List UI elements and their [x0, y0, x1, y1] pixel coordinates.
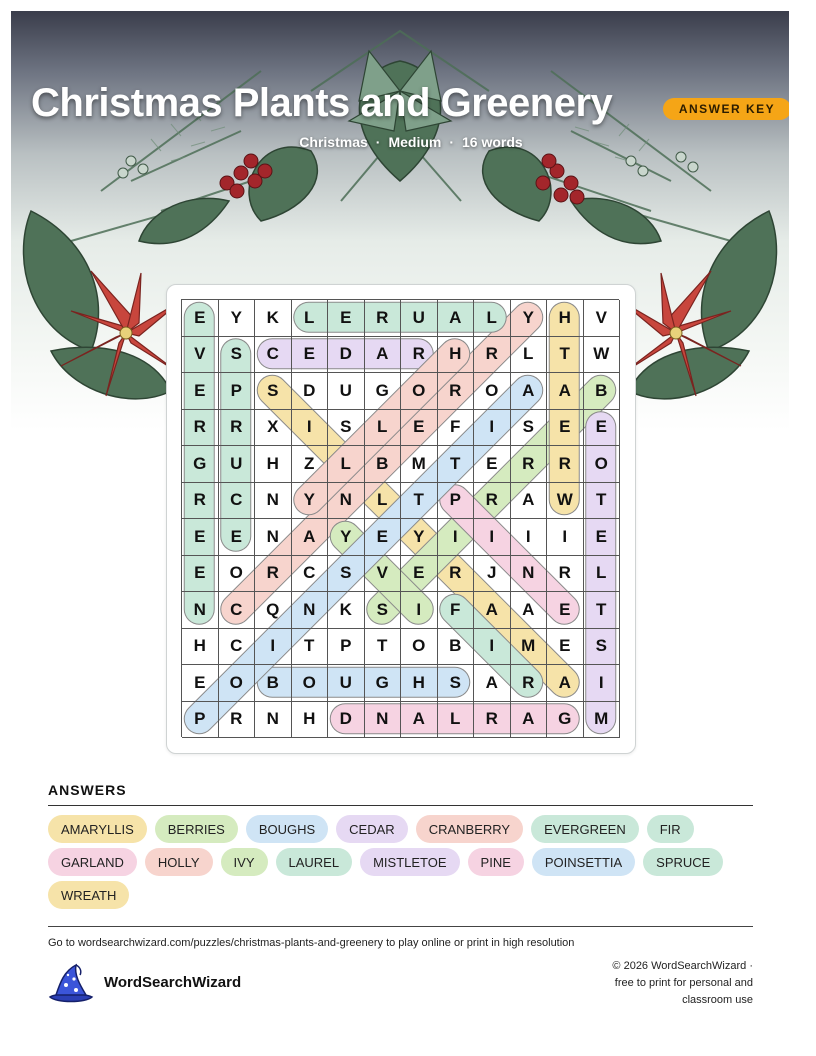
grid-cell: R [438, 556, 475, 593]
grid-cell: O [474, 373, 511, 410]
answer-chip: BOUGHS [246, 815, 328, 843]
grid-cell: I [474, 629, 511, 666]
grid-cell: U [328, 373, 365, 410]
grid-cell: A [292, 519, 329, 556]
grid-cell: H [255, 446, 292, 483]
grid-cell: E [182, 556, 219, 593]
grid-cell: G [547, 702, 584, 739]
grid-cell: A [547, 373, 584, 410]
grid-cell: O [401, 373, 438, 410]
grid-cell: E [328, 300, 365, 337]
grid-cell: S [219, 337, 256, 374]
grid-cell: G [182, 446, 219, 483]
grid-cell: V [584, 300, 621, 337]
grid-cell: L [511, 337, 548, 374]
grid-cell: R [255, 556, 292, 593]
grid-cell: A [547, 665, 584, 702]
grid-cell: N [255, 519, 292, 556]
grid-cell: N [182, 592, 219, 629]
copyright-line: free to print for personal and [614, 977, 753, 989]
grid-cell: E [219, 519, 256, 556]
grid-cell: L [365, 483, 402, 520]
grid-cell: B [365, 446, 402, 483]
grid-cell: H [547, 300, 584, 337]
grid-cell: R [182, 410, 219, 447]
word-count-label: 16 words [462, 134, 523, 150]
answer-chip: CRANBERRY [416, 815, 523, 843]
grid-cell: C [255, 337, 292, 374]
puzzle-grid-wrap [181, 299, 619, 737]
grid-cell: I [438, 519, 475, 556]
answer-chip: WREATH [48, 881, 129, 909]
grid-cell: E [474, 446, 511, 483]
grid-cell: M [511, 629, 548, 666]
grid-cell: P [219, 373, 256, 410]
grid-cell: N [328, 483, 365, 520]
grid-cell: E [365, 519, 402, 556]
grid-cell: N [365, 702, 402, 739]
grid-cell: S [328, 410, 365, 447]
grid-cell: Y [292, 483, 329, 520]
grid-cell: A [401, 702, 438, 739]
grid-cell: T [401, 483, 438, 520]
answer-chip: FIR [647, 815, 694, 843]
grid-cell: T [547, 337, 584, 374]
grid-cell: O [292, 665, 329, 702]
answers-heading: ANSWERS [48, 782, 127, 798]
grid-cell: Z [292, 446, 329, 483]
grid-cell: C [219, 592, 256, 629]
grid-cell: L [328, 446, 365, 483]
copyright-line: classroom use [682, 994, 753, 1006]
grid-cell: E [547, 410, 584, 447]
letter-grid [181, 299, 619, 737]
grid-cell: I [474, 410, 511, 447]
grid-cell: V [182, 337, 219, 374]
difficulty-label: Medium [388, 134, 442, 150]
puzzle-meta [11, 134, 789, 150]
grid-cell: A [511, 373, 548, 410]
grid-cell: B [438, 629, 475, 666]
answer-chip: BERRIES [155, 815, 238, 843]
grid-cell: E [182, 373, 219, 410]
grid-cell: L [474, 300, 511, 337]
meta-separator: · [375, 134, 381, 150]
grid-cell: X [255, 410, 292, 447]
grid-cell: Y [511, 300, 548, 337]
grid-cell: Y [401, 519, 438, 556]
copyright-line: © 2026 WordSearchWizard · [612, 960, 753, 972]
grid-cell: L [438, 702, 475, 739]
grid-cell: T [584, 483, 621, 520]
answer-chip: EVERGREEN [531, 815, 639, 843]
grid-cell: C [219, 629, 256, 666]
grid-cell: T [365, 629, 402, 666]
brand-name: WordSearchWizard [104, 974, 242, 991]
grid-cell: I [584, 665, 621, 702]
grid-cell: V [365, 556, 402, 593]
answer-chip: HOLLY [145, 848, 213, 876]
footer-divider [48, 926, 753, 927]
grid-cell: E [401, 556, 438, 593]
answer-list [48, 815, 753, 909]
grid-cell: H [401, 665, 438, 702]
answer-chip: GARLAND [48, 848, 137, 876]
grid-cell: C [219, 483, 256, 520]
grid-cell: D [328, 337, 365, 374]
grid-cell: R [438, 373, 475, 410]
grid-cell: F [438, 410, 475, 447]
grid-cell: Q [255, 592, 292, 629]
grid-cell: E [182, 519, 219, 556]
grid-cell: I [401, 592, 438, 629]
grid-cell: T [292, 629, 329, 666]
grid-cell: S [584, 629, 621, 666]
grid-cell: R [182, 483, 219, 520]
grid-cell: K [255, 300, 292, 337]
grid-cell: A [438, 300, 475, 337]
grid-cell: H [182, 629, 219, 666]
grid-cell: U [219, 446, 256, 483]
grid-cell: N [292, 592, 329, 629]
grid-cell: S [365, 592, 402, 629]
answer-chip: SPRUCE [643, 848, 723, 876]
grid-cell: D [328, 702, 365, 739]
grid-cell: P [328, 629, 365, 666]
grid-cell: E [401, 410, 438, 447]
grid-cell: N [255, 702, 292, 739]
grid-cell: R [511, 446, 548, 483]
page-title: Christmas Plants and Greenery [31, 81, 613, 125]
grid-cell: P [438, 483, 475, 520]
grid-cell: E [292, 337, 329, 374]
answer-chip: PINE [468, 848, 524, 876]
grid-cell: A [474, 592, 511, 629]
grid-cell: O [584, 446, 621, 483]
grid-cell: R [365, 300, 402, 337]
grid-cell: W [547, 483, 584, 520]
grid-cell: L [292, 300, 329, 337]
grid-cell: E [182, 665, 219, 702]
grid-cell: N [511, 556, 548, 593]
grid-cell: S [328, 556, 365, 593]
grid-cell: E [584, 410, 621, 447]
grid-cell: C [292, 556, 329, 593]
grid-cell: A [511, 483, 548, 520]
grid-cell: A [511, 592, 548, 629]
grid-cell: D [292, 373, 329, 410]
grid-cell: S [438, 665, 475, 702]
answer-chip: MISTLETOE [360, 848, 459, 876]
grid-cell: E [547, 592, 584, 629]
grid-cell: O [219, 556, 256, 593]
grid-cell: F [438, 592, 475, 629]
grid-cell: H [292, 702, 329, 739]
grid-cell: J [474, 556, 511, 593]
grid-cell: R [474, 702, 511, 739]
grid-cell: A [474, 665, 511, 702]
grid-cell: G [365, 373, 402, 410]
grid-cell: R [547, 446, 584, 483]
grid-cell: H [438, 337, 475, 374]
grid-cell: E [182, 300, 219, 337]
grid-cell: R [511, 665, 548, 702]
answers-divider [48, 805, 753, 806]
copyright-notice [553, 958, 753, 1009]
grid-cell: R [547, 556, 584, 593]
grid-cell: L [365, 410, 402, 447]
grid-cell: O [219, 665, 256, 702]
grid-cell: N [255, 483, 292, 520]
grid-cell: L [584, 556, 621, 593]
wizard-hat-icon [46, 963, 94, 1005]
grid-cell: O [401, 629, 438, 666]
grid-cell: M [401, 446, 438, 483]
grid-cell: Y [328, 519, 365, 556]
answer-chip: CEDAR [336, 815, 408, 843]
grid-cell: U [401, 300, 438, 337]
grid-cell: I [547, 519, 584, 556]
answer-key-badge: ANSWER KEY [663, 98, 789, 120]
grid-cell: S [511, 410, 548, 447]
grid-cell: K [328, 592, 365, 629]
grid-cell: E [584, 519, 621, 556]
grid-cell: T [584, 592, 621, 629]
grid-cell: R [474, 337, 511, 374]
grid-cell: U [328, 665, 365, 702]
grid-cell: B [584, 373, 621, 410]
grid-cell: G [365, 665, 402, 702]
grid-cell: M [584, 702, 621, 739]
grid-cell: I [292, 410, 329, 447]
grid-cell: R [474, 483, 511, 520]
grid-cell: E [547, 629, 584, 666]
grid-cell: I [511, 519, 548, 556]
grid-cell: R [401, 337, 438, 374]
meta-separator: · [449, 134, 454, 150]
grid-cell: A [511, 702, 548, 739]
grid-cell: B [255, 665, 292, 702]
grid-cell: A [365, 337, 402, 374]
grid-cell: P [182, 702, 219, 739]
grid-cell: R [219, 410, 256, 447]
grid-cell: R [219, 702, 256, 739]
grid-cell: T [438, 446, 475, 483]
grid-cell: I [474, 519, 511, 556]
footer-url-text: Go to wordsearchwizard.com/puzzles/christmas-plants-and-greenery to play online or print in high resolution [48, 937, 575, 949]
answer-chip: AMARYLLIS [48, 815, 147, 843]
answer-chip: IVY [221, 848, 268, 876]
answer-chip: LAUREL [276, 848, 353, 876]
answer-chip: POINSETTIA [532, 848, 635, 876]
theme-label: Christmas [299, 134, 368, 150]
grid-cell: W [584, 337, 621, 374]
grid-cell: S [255, 373, 292, 410]
grid-cell: Y [219, 300, 256, 337]
grid-cell: I [255, 629, 292, 666]
